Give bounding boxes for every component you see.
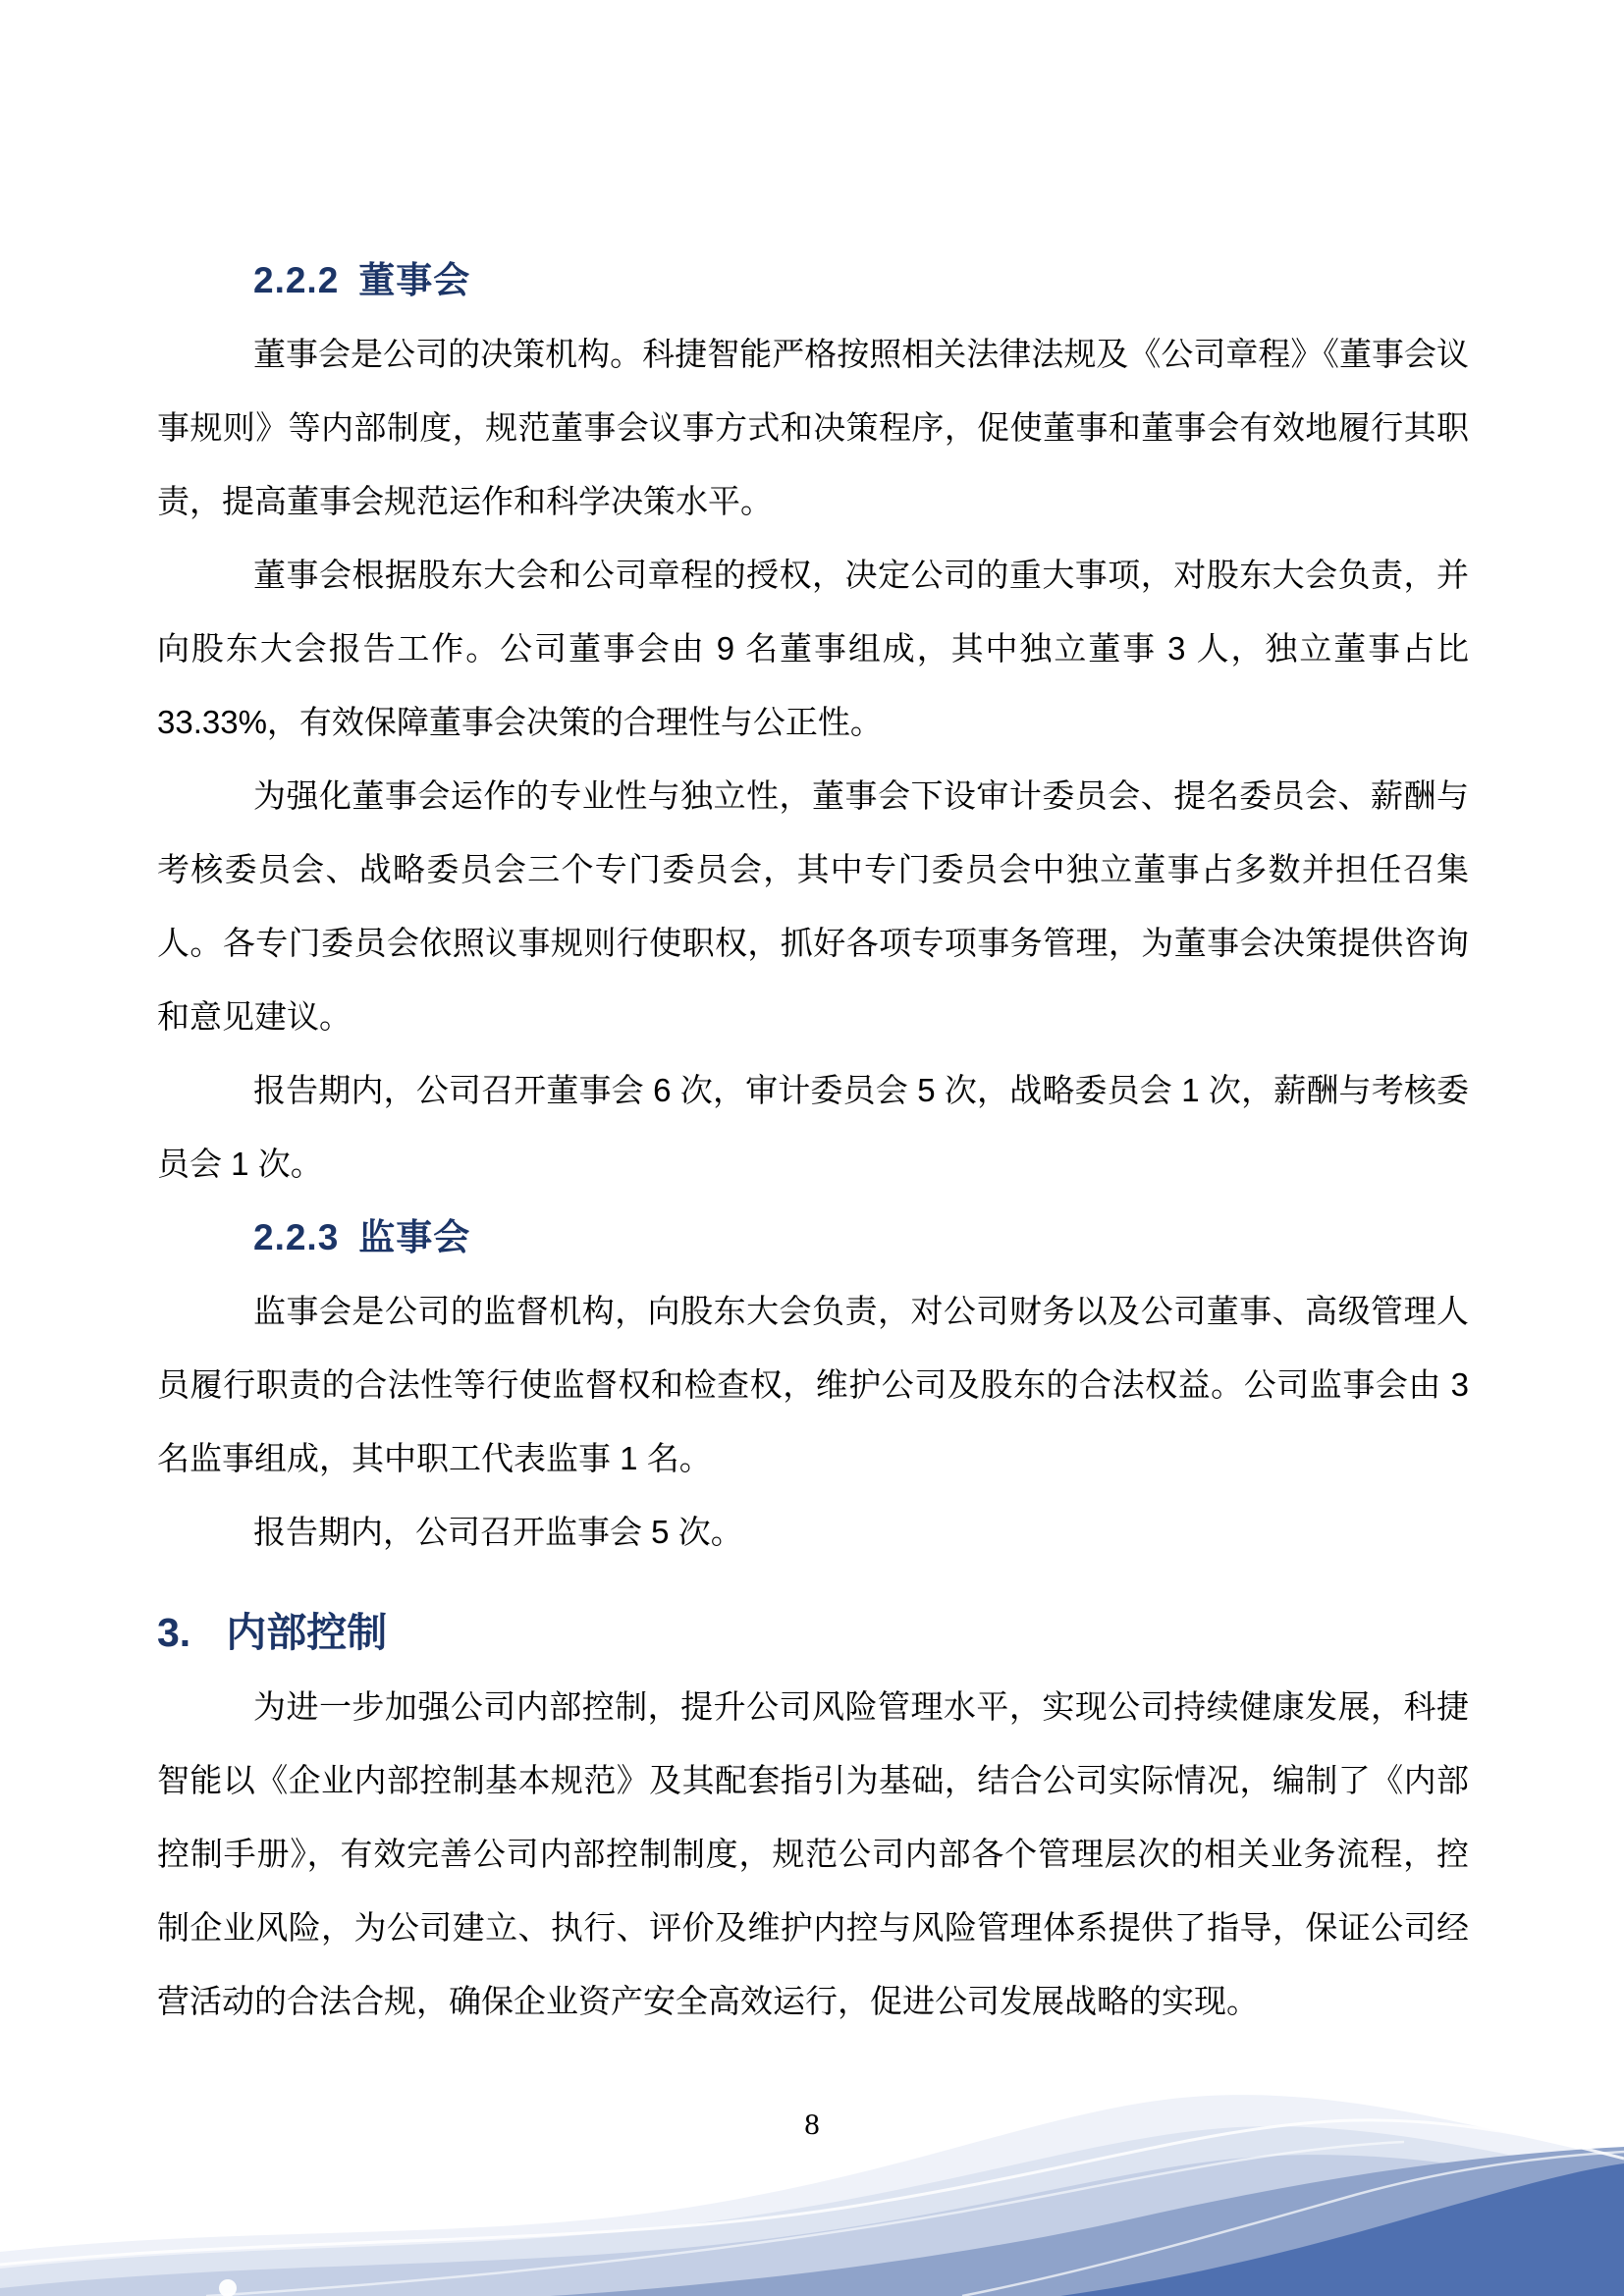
heading-number: 2.2.2 [253,260,340,300]
heading-title: 内部控制 [226,1610,388,1655]
page-number: 8 [804,2107,820,2141]
section-heading-223 [157,1201,1469,1274]
paragraph: 为强化董事会运作的专业性与独立性，董事会下设审计委员会、提名委员会、薪酬与考核委员会、战略委员会三个专门委员会，其中专门委员会中独立董事占多数并担任召集人。各专门委员会依照议事规则行使职权，抓好各项专项事务管理，为董事会决策提供咨询和意见建议。 [157,777,1469,1035]
paragraph: 报告期内，公司召开董事会 6 次，审计委员会 5 次，战略委员会 1 次，薪酬与考核委员会 1 次。 [157,1072,1469,1182]
heading-title: 董事会 [358,260,471,300]
section-heading-222 [157,243,1469,317]
footer-wave-graphic [0,1903,1624,2296]
heading-number: 3. [157,1610,191,1655]
heading-number: 2.2.3 [253,1217,340,1257]
heading-title: 监事会 [358,1217,471,1257]
section-heading-3 [157,1596,1469,1670]
paragraph: 为进一步加强公司内部控制，提升公司风险管理水平，实现公司持续健康发展，科捷智能以《企业内部控制基本规范》及其配套指引为基础，结合公司实际情况，编制了《内部控制手册》，有效完善公司内部控制制度，规范公司内部各个管理层次的相关业务流程，控制企业风险，为公司建立、执行、评价及维护内控与风险管理体系提供了指导，保证公司经营活动的合法合规，确保企业资产安全高效运行，促进公司发展战略的实现。 [157,1688,1469,2019]
paragraph: 监事会是公司的监督机构，向股东大会负责，对公司财务以及公司董事、高级管理人员履行职责的合法性等行使监督权和检查权，维护公司及股东的合法权益。公司监事会由 3 名监事组成，其中职工代表监事 1 名。 [157,1293,1469,1476]
paragraph: 董事会是公司的决策机构。科捷智能严格按照相关法律法规及《公司章程》《董事会议事规则》等内部制度，规范董事会议事方式和决策程序，促使董事和董事会有效地履行其职责，提高董事会规范运作和科学决策水平。 [157,336,1469,519]
paragraph: 董事会根据股东大会和公司章程的授权，决定公司的重大事项，对股东大会负责，并向股东大会报告工作。公司董事会由 9 名董事组成，其中独立董事 3 人，独立董事占比 33.33%，有效保障董事会决策的合理性与公正性。 [157,557,1469,740]
document-body [157,243,1469,2038]
paragraph: 报告期内，公司召开监事会 5 次。 [253,1514,743,1550]
